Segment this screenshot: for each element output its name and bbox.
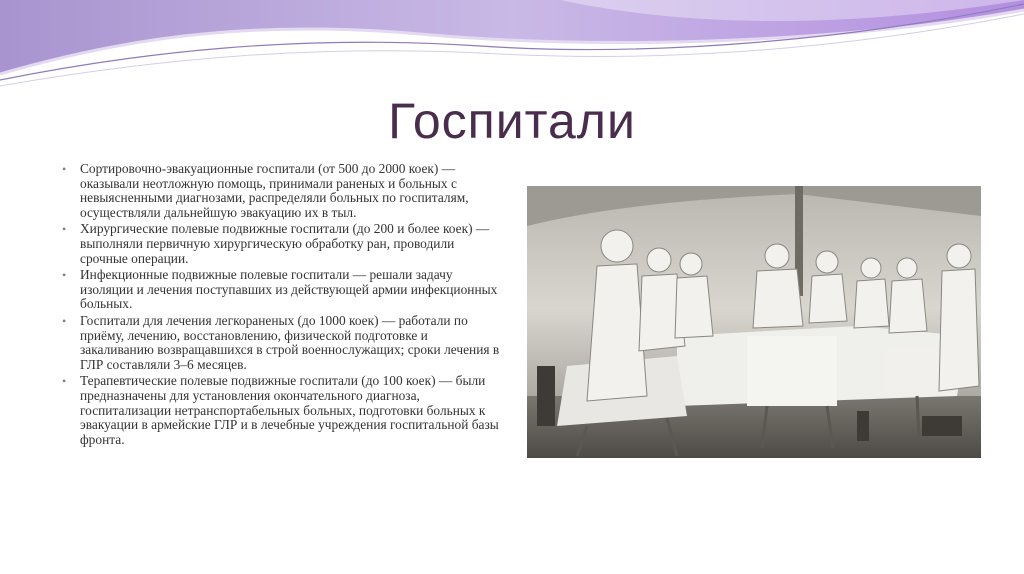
list-item: [62, 268, 502, 312]
field-hospital-photo: [527, 186, 981, 458]
list-item: [62, 162, 502, 220]
list-item-text: Хирургические полевые подвижные госпитали (до 200 и более коек) — выполняли первичную хирургическую обработку ран, проводили срочные операции.: [80, 221, 490, 266]
list-item-text: Терапевтические полевые подвижные госпитали (до 100 коек) — были предназначены для установления окончательного диагноза, госпитализации нетранспортабельных больных, подготовки больных к эвакуации в армейские ГЛР и в лечебные учреждения госпитальной базы фронта.: [80, 373, 499, 447]
bullet-icon: •: [62, 374, 67, 389]
bullet-icon: •: [62, 222, 67, 237]
bullet-icon: •: [62, 162, 67, 176]
list-item-text: Сортировочно-эвакуационные госпитали (от 500 до 2000 коек) — оказывали неотложную помощь, принимали раненых и больных с невыясненными диагнозами, распределяли больных по госпиталям, осуществляли дальнейшую эвакуацию их в тыл.: [80, 161, 469, 220]
bullet-list: [62, 162, 502, 449]
bullet-icon: •: [62, 268, 67, 283]
decorative-wave-banner: [0, 0, 1024, 100]
slide-title: Госпитали: [388, 93, 636, 149]
list-item: [62, 222, 502, 266]
photo-illustration: [527, 186, 981, 458]
bullet-icon: •: [62, 313, 67, 328]
list-item-text: Госпитали для лечения легкораненых (до 1000 коек) — работали по приёму, лечению, восстановлению, физической подготовке и закаливанию возвращавшихся в строй военнослужащих; сроки лечения в ГЛР составляли 3–6 месяцев.: [80, 312, 500, 372]
list-item: [62, 314, 502, 372]
list-item: [62, 374, 502, 447]
list-item-text: Инфекционные подвижные полевые госпитали — решали задачу изоляции и лечения поступавших из действующей армии инфекционных больных.: [80, 267, 498, 312]
